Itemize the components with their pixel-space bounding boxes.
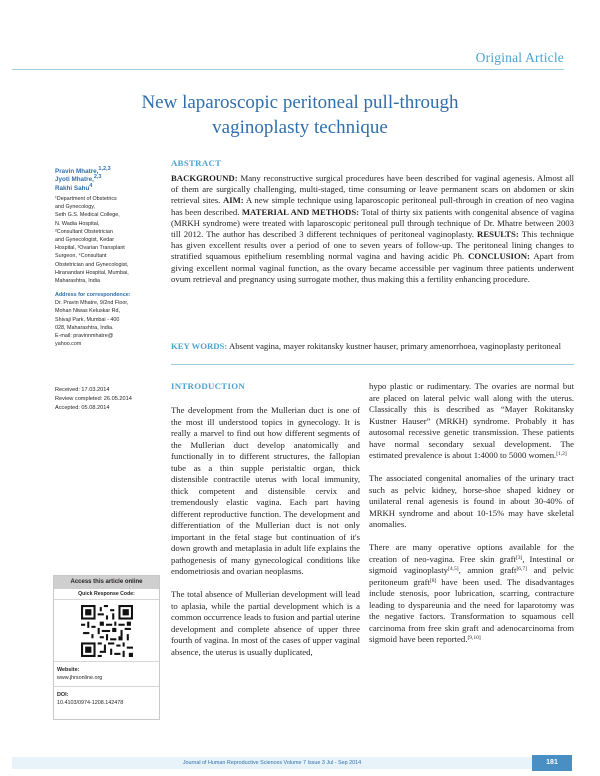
affiliation-line: N. Wadia Hospital, (55, 220, 100, 227)
methods-text: Total of thirty six patients with congenital absence of vagina (MRKH syndrome) were treated with laparoscopic peritoneal pull through technique of Dr. Mhatre between 2003 till 2012. The author has described 3 different techniques of peritoneal vaginoplasty. (171, 206, 574, 240)
conclusion-label: CONCLUSION: (468, 251, 530, 262)
affiliation-line: Maharashtra, India (55, 277, 100, 284)
article-type-word1: Original (475, 50, 523, 65)
correspondence-line: Shivaji Park, Mumbai - 400 (55, 316, 120, 323)
paragraph: There are many operative options available for the creation of neo-vagina. Free skin graft[3], Intestinal or sigmoid vaginoplasty[4,5], amnion graft[6,7] and pelvic peritoneum graft[8] have been used. The disadvantages include stenosis, poor lubrication, scarring, contracture leading to dyspareunia and the need for laparotomy was the negative factors. Transformation to squamous cell carcinoma from free skin graft and adenocarcinoma from sigmoid have been reported.[9,10] (369, 542, 574, 644)
results-label: RESULTS: (477, 229, 519, 240)
website-label: Website: (57, 667, 80, 673)
correspondence-line: yahoo.com (55, 341, 82, 348)
qr-label: Quick Response Code: (54, 589, 159, 600)
introduction-heading: INTRODUCTION (171, 381, 245, 391)
article-title (90, 90, 510, 140)
access-online-box (53, 575, 160, 720)
accepted-date: Accepted: 05.08.2014 (55, 404, 110, 411)
aim-text: A new simple technique using laparoscopic peritoneal pull-through in creation of neo vagina has been described. (171, 195, 574, 217)
review-date: Review completed: 26.05.2014 (55, 395, 132, 402)
abstract-rule (171, 364, 574, 365)
paragraph: The total absence of Mullerian development will lead to aplasia, while the partial development which is a common occurrence leads to fusion and partial uterine development and complete absence of upper three fourth of vagina. In most of the cases of upper vaginal absence, the uterus is usually duplicated, (171, 589, 360, 657)
abstract-heading: ABSTRACT (171, 158, 222, 168)
results-text: This technique has given excellent results over a period of one to seven years of follow-up. The peritoneal lining changes to stratified squamous epithelium resembling normal vagina and having acidic Ph. (171, 229, 575, 262)
access-divider (54, 686, 159, 687)
keywords (171, 341, 574, 352)
doi-label: DOI: (57, 692, 69, 698)
paragraph: The associated congenital anomalies of the urinary tract such as pelvic kidney, horse-shoe shaped kidney or unilateral renal agenesis is found in about 30-40% of MRKH syndrome and about 10-15% may have skeletal anomalies. (369, 473, 574, 529)
author-1: Pravin Mhatre,$^{1,2,3}$ (55, 166, 111, 175)
header-rule (12, 69, 564, 70)
paragraph: hypo plastic or rudimentary. The ovaries are normal but are placed on lateral pelvic wall along with the uterus. Classically this is described as “Mayer Rokitansky Kustner Hauser” (MRKH) syndrome. Probably it has autosomal recessive genetic transmission. These patients have normal secondary sexual development. The estimated prevalence is about 1:4000 to 5000 women.[1,2] (369, 381, 574, 460)
keywords-text: Absent vagina, mayer rokitansky kustner hauser, primary amenorrhoea, vaginoplasty peritoneal (227, 341, 562, 351)
author-sidebar (55, 168, 159, 348)
affiliation-line: ¹Department of Obstetrics (55, 195, 117, 202)
keywords-label: KEY WORDS: (171, 341, 228, 351)
correspondence-line: Dr. Pravin Mhatre, 9/2nd Floor, (55, 300, 129, 307)
aim-label: AIM: (222, 195, 244, 206)
paragraph: The development from the Mullerian duct is one of the most ill understood topics in gynecology. It is really a marvel to find out how different segments of the Mullerian duct develop anatomically and functionally in to different structures, the fallopian tube as a thin supple peristaltic organ, thick distensible contractile uterus with local immunity, thick competent and distensible cervix and tremendously elastic vagina. Each part having different reproductive function. The development and differentiation of the Mullerian duct is not only important in the fetal stage but continuation of it's down growth and metaplasia in adult life explains the pathogenesis of many gynecological conditions like endometriosis and ovarian neoplasms. (171, 405, 360, 576)
affiliation-line: Hospital, ³Ovarian Transplant (55, 245, 125, 252)
body-column-1 (171, 405, 360, 670)
article-dates (55, 386, 165, 412)
background-text: Many reconstructive surgical procedures have been described for vaginal agenesis. Almost all of them are surgically challenging, multi-staged, time consuming or leave permanent scars on abdomen or skin retrieval sites. (171, 173, 574, 206)
doi-value[interactable]: 10.4103/0974-1208.142478 (57, 700, 124, 706)
affiliation-line: and Gynecology, (55, 204, 96, 211)
affiliations (55, 195, 159, 285)
title-line-2: vaginoplasty technique (212, 117, 388, 138)
citation[interactable]: [1,2] (556, 451, 567, 457)
correspondence-line: 028, Maharashtra, India. (55, 324, 114, 331)
author-3: Rakhi Sahu$^4$ (55, 182, 93, 192)
correspondence-line: E-mail: pravinnmhatre@ (55, 332, 114, 339)
correspondence-line: Mohan Niwas Keluskar Rd, (55, 308, 121, 315)
body-column-2 (369, 381, 574, 657)
website-link[interactable]: www.jhrsonline.org (57, 675, 103, 681)
affiliation-line: Seth G.S. Medical College, (55, 212, 120, 219)
citation[interactable]: [3] (515, 554, 523, 561)
background-label: BACKGROUND: (171, 173, 238, 183)
affiliation-line: Surgeon, ⁴Consultant (55, 253, 107, 260)
article-type-label (364, 50, 564, 66)
citation[interactable]: [9,10] (467, 635, 481, 641)
journal-footer: Journal of Human Reproductive Sciences Volume 7 Issue 3 Jul - Sep 2014 (12, 757, 532, 769)
citation[interactable]: [6,7] (516, 566, 527, 572)
affiliation-line: Hiranandani Hospital, Mumbai, (55, 269, 129, 276)
qr-code-icon (81, 605, 133, 657)
conclusion-text: Apart from giving excellent normal vaginal function, as the ovary became accessible per vaginum three patients underwent ovum retrieval and pregnancy using surrogate mother, thus making this a fertility enhancing procedure. (171, 251, 574, 284)
methods-label: MATERIAL AND METHODS: (241, 206, 360, 217)
affiliation-line: and Gynecologist, Kedar (55, 236, 115, 243)
access-heading: Access this article online (54, 576, 159, 589)
affiliation-line: Obstetrician and Gynecologist, (55, 261, 129, 268)
title-line-1: New laparoscopic peritoneal pull-through (141, 92, 459, 113)
qr-code[interactable] (54, 600, 159, 662)
correspondence-label: Address for correspondence: (55, 292, 131, 299)
received-date: Received: 17.03.2014 (55, 387, 110, 393)
page-number: 181 (532, 755, 572, 771)
author-2: Jyoti Mhatre,$^{2,3}$ (55, 174, 102, 184)
article-type-word2: Article (525, 50, 564, 65)
abstract-text (171, 173, 574, 285)
author-list (55, 168, 159, 193)
correspondence-address (55, 299, 159, 348)
citation[interactable]: [4,5] (448, 566, 459, 572)
citation[interactable]: [8] (429, 577, 437, 584)
affiliation-line: ²Consultant Obstetrician (55, 228, 113, 235)
